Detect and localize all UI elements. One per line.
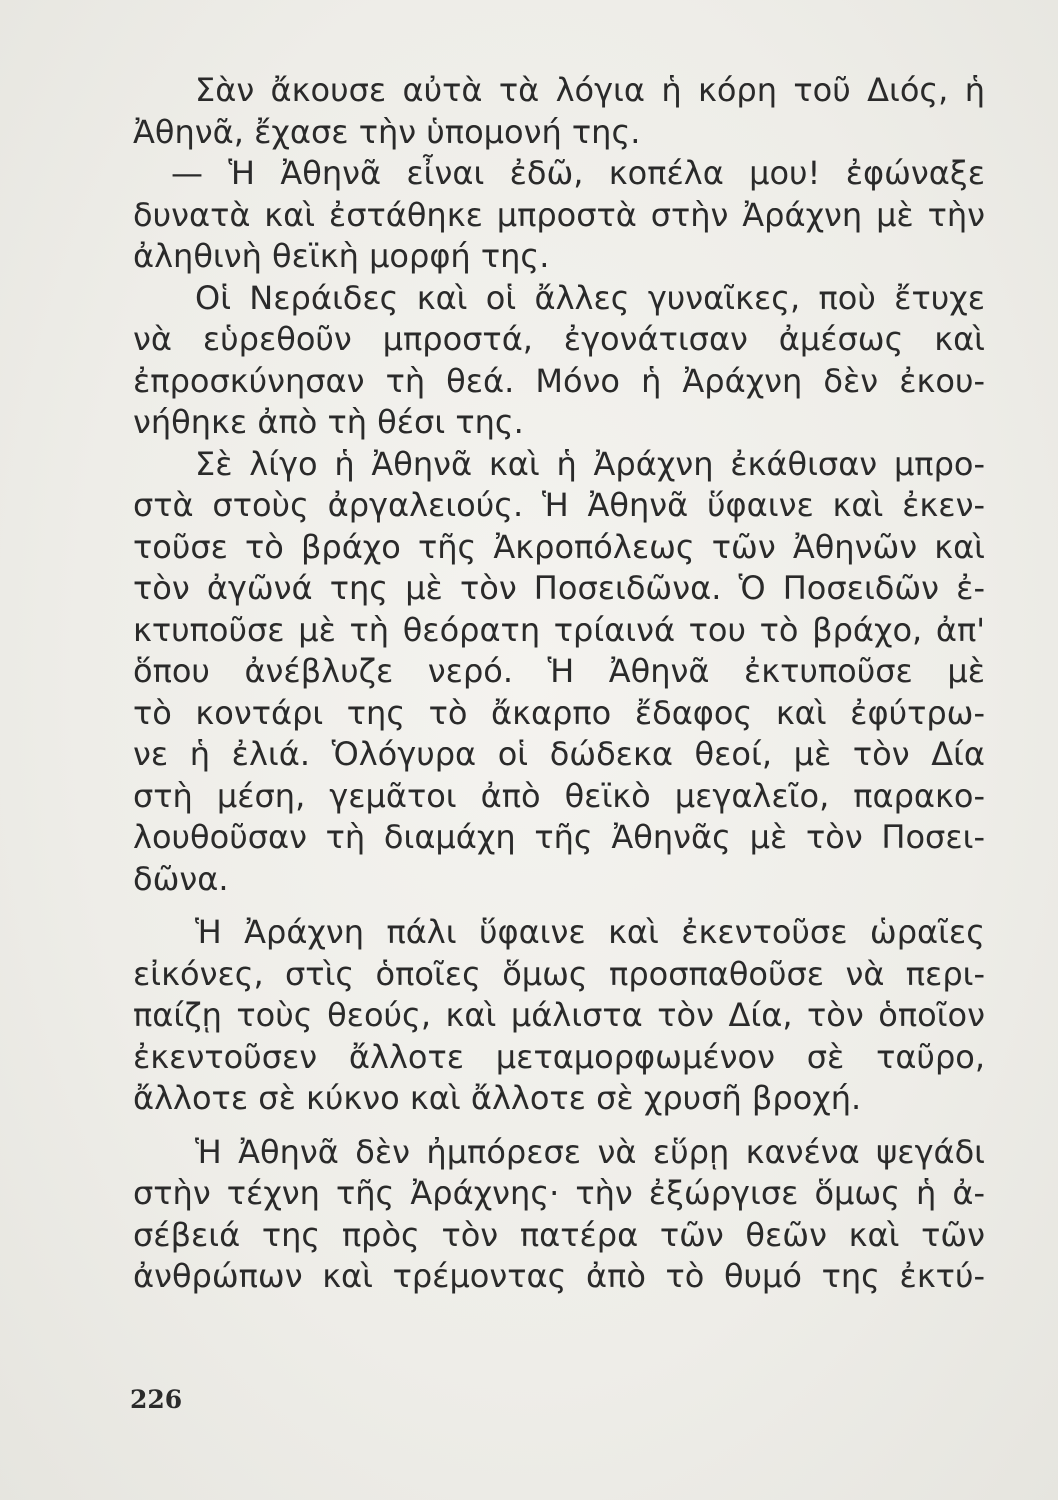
text-line: δυνατὰ καὶ ἐστάθηκε μπροστὰ στὴν Ἀράχνη μὲ τὴν	[133, 195, 985, 234]
text-line: στὰ στοὺς ἀργαλειούς. Ἡ Ἀθηνᾶ ὕφαινε καὶ ἐκεν-	[133, 486, 985, 524]
page-number: 226	[130, 1385, 183, 1414]
text-line: ἄλλοτε σὲ κύκνο καὶ ἄλλοτε σὲ χρυσῆ βροχή.	[133, 1079, 862, 1117]
text-line: Ἡ Ἀθηνᾶ δὲν ἠμπόρεσε νὰ εὕρῃ κανένα ψεγάδι	[195, 1132, 985, 1171]
text-line: παίζῃ τοὺς θεούς, καὶ μάλιστα τὸν Δία, τὸν ὁποῖον	[133, 996, 985, 1034]
text-line: Σὰν ἄκουσε αὐτὰ τὰ λόγια ἡ κόρη τοῦ Διός, ἡ	[195, 71, 985, 109]
text-line: τὸν ἀγῶνά της μὲ τὸν Ποσειδῶνα. Ὁ Ποσειδῶν ἐ-	[133, 569, 985, 607]
text-line: Ἡ Ἀράχνη πάλι ὕφαινε καὶ ἐκεντοῦσε ὡραῖες	[195, 913, 985, 951]
text-line: κτυποῦσε μὲ τὴ θεόρατη τρίαινά του τὸ βράχο, ἀπ'	[133, 610, 985, 649]
text-line: ἐπροσκύνησαν τὴ θεά. Μόνο ἡ Ἀράχνη δὲν ἐκου-	[133, 361, 985, 400]
text-line: Οἱ Νεράιδες καὶ οἱ ἄλλες γυναῖκες, ποὺ ἔτυχε	[195, 278, 985, 317]
text-line: τὸ κοντάρι της τὸ ἄκαρπο ἔδαφος καὶ ἐφύτρω-	[133, 693, 985, 732]
text-line: στὴ μέση, γεμᾶτοι ἀπὸ θεϊκὸ μεγαλεῖο, παρακο-	[133, 776, 985, 815]
text-line: εἰκόνες, στὶς ὁποῖες ὅμως προσπαθοῦσε νὰ περι-	[133, 954, 985, 993]
text-line: ἀνθρώπων καὶ τρέμοντας ἀπὸ τὸ θυμό της ἐκτύ-	[133, 1257, 985, 1295]
text-line: λουθοῦσαν τὴ διαμάχη τῆς Ἀθηνᾶς μὲ τὸν Ποσει-	[133, 818, 985, 856]
text-line: δῶνα.	[133, 859, 229, 898]
text-line: νήθηκε ἀπὸ τὴ θέσι της.	[133, 403, 524, 441]
text-line: νὰ εὑρεθοῦν μπροστά, ἐγονάτισαν ἀμέσως καὶ	[133, 320, 985, 358]
text-line: τοῦσε τὸ βράχο τῆς Ἀκροπόλεως τῶν Ἀθηνῶν καὶ	[133, 527, 985, 566]
text-line: ὅπου ἀνέβλυζε νερό. Ἡ Ἀθηνᾶ ἐκτυποῦσε μὲ	[133, 652, 985, 690]
text-line: Ἀθηνᾶ, ἔχασε τὴν ὑπομονή της.	[133, 112, 641, 151]
text-line: σέβειά της πρὸς τὸν πατέρα τῶν θεῶν καὶ τῶν	[133, 1215, 985, 1254]
text-line: νε ἡ ἐλιά. Ὁλόγυρα οἱ δώδεκα θεοί, μὲ τὸν Δία	[133, 735, 985, 773]
text-line: Σὲ λίγο ἡ Ἀθηνᾶ καὶ ἡ Ἀράχνη ἐκάθισαν μπρο-	[195, 444, 985, 483]
text-line: στὴν τέχνη τῆς Ἀράχνης· τὴν ἐξώργισε ὅμως ἡ ἀ-	[133, 1174, 985, 1212]
body-text	[133, 70, 985, 1298]
text-line: — Ἡ Ἀθηνᾶ εἶναι ἐδῶ, κοπέλα μου! ἐφώναξε	[171, 154, 985, 192]
text-line: ἀληθινὴ θεϊκὴ μορφή της.	[133, 237, 550, 275]
text-line: ἐκεντοῦσεν ἄλλοτε μεταμορφωμένον σὲ ταῦρο,	[133, 1037, 985, 1076]
